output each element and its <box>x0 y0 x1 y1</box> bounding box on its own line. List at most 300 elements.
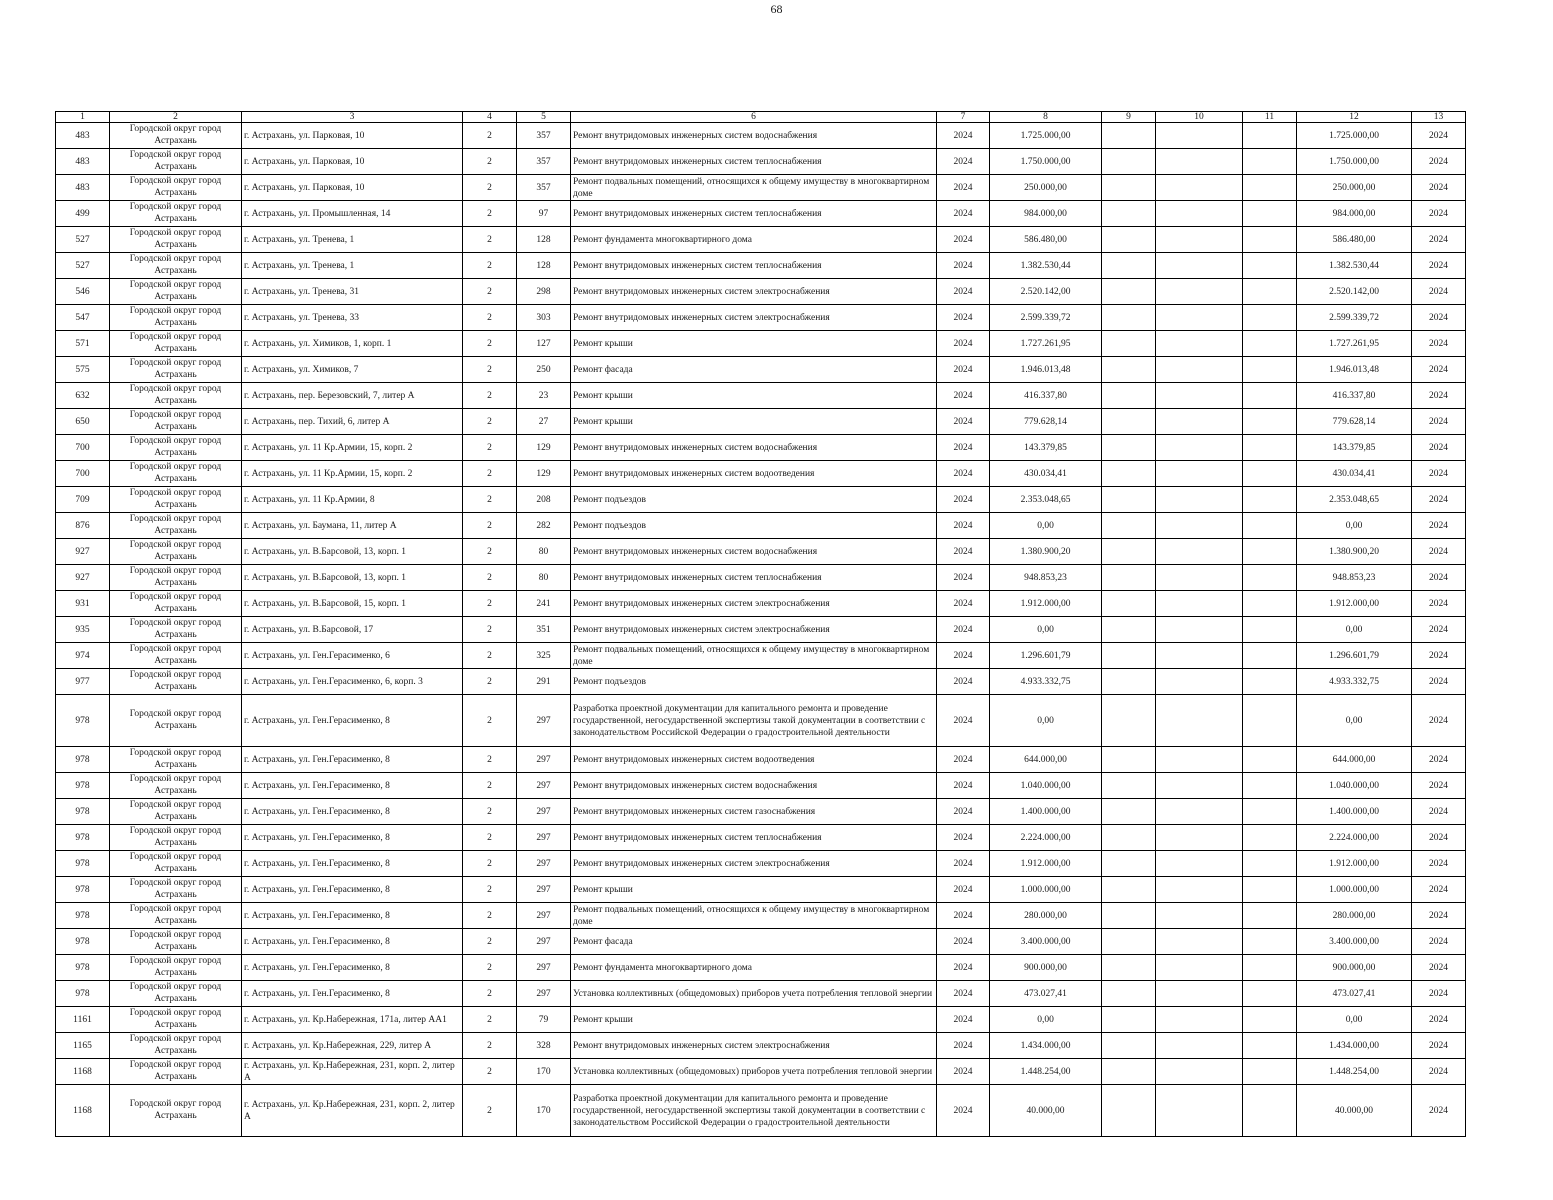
completion-year: 2024 <box>1412 175 1466 201</box>
year: 2024 <box>937 1059 990 1085</box>
col-4-value: 2 <box>463 851 517 877</box>
col-10-value <box>1156 825 1243 851</box>
col-11-value <box>1243 565 1297 591</box>
address: г. Астрахань, ул. Ген.Герасименко, 8 <box>242 929 463 955</box>
address: г. Астрахань, ул. Кр.Набережная, 171а, литер АА1 <box>242 1007 463 1033</box>
address: г. Астрахань, ул. Ген.Герасименко, 8 <box>242 981 463 1007</box>
col-5-value: 297 <box>517 851 571 877</box>
cost-amount: 984.000,00 <box>990 201 1102 227</box>
address: г. Астрахань, ул. Ген.Герасименко, 8 <box>242 903 463 929</box>
year: 2024 <box>937 1007 990 1033</box>
col-11-value <box>1243 305 1297 331</box>
year: 2024 <box>937 383 990 409</box>
cost-amount: 2.353.048,65 <box>990 487 1102 513</box>
col-11-value <box>1243 383 1297 409</box>
col-10-value <box>1156 1033 1243 1059</box>
municipality: Городской округ город Астрахань <box>110 773 242 799</box>
completion-year: 2024 <box>1412 617 1466 643</box>
col-11-value <box>1243 643 1297 669</box>
col-9-value <box>1102 955 1156 981</box>
column-header-8: 8 <box>990 112 1102 123</box>
cost-amount: 1.750.000,00 <box>990 149 1102 175</box>
col-9-value <box>1102 591 1156 617</box>
col-9-value <box>1102 669 1156 695</box>
col-11-value <box>1243 617 1297 643</box>
cost-amount: 1.000.000,00 <box>990 877 1102 903</box>
work-type: Ремонт внутридомовых инженерных систем водоотведения <box>571 461 937 487</box>
total-amount: 1.400.000,00 <box>1297 799 1412 825</box>
col-9-value <box>1102 383 1156 409</box>
col-11-value <box>1243 799 1297 825</box>
municipality: Городской округ город Астрахань <box>110 747 242 773</box>
total-amount: 1.912.000,00 <box>1297 591 1412 617</box>
col-4-value: 2 <box>463 487 517 513</box>
year: 2024 <box>937 305 990 331</box>
col-11-value <box>1243 669 1297 695</box>
year: 2024 <box>937 123 990 149</box>
row-number: 876 <box>56 513 110 539</box>
address: г. Астрахань, ул. Химиков, 7 <box>242 357 463 383</box>
col-5-value: 297 <box>517 929 571 955</box>
col-4-value: 2 <box>463 1059 517 1085</box>
address: г. Астрахань, ул. 11 Кр.Армии, 15, корп. 2 <box>242 435 463 461</box>
year: 2024 <box>937 487 990 513</box>
col-4-value: 2 <box>463 357 517 383</box>
work-type: Ремонт внутридомовых инженерных систем водоснабжения <box>571 435 937 461</box>
col-4-value: 2 <box>463 1085 517 1137</box>
col-11-value <box>1243 825 1297 851</box>
total-amount: 1.725.000,00 <box>1297 123 1412 149</box>
table-row <box>56 435 1466 461</box>
total-amount: 250.000,00 <box>1297 175 1412 201</box>
row-number: 1165 <box>56 1033 110 1059</box>
table-row <box>56 1059 1466 1085</box>
table-row <box>56 773 1466 799</box>
col-11-value <box>1243 227 1297 253</box>
address: г. Астрахань, ул. В.Барсовой, 13, корп. 1 <box>242 565 463 591</box>
year: 2024 <box>937 955 990 981</box>
work-type: Ремонт подвальных помещений, относящихся к общему имуществу в многоквартирном доме <box>571 175 937 201</box>
col-9-value <box>1102 877 1156 903</box>
col-5-value: 170 <box>517 1059 571 1085</box>
municipality: Городской округ город Астрахань <box>110 643 242 669</box>
work-type: Ремонт внутридомовых инженерных систем газоснабжения <box>571 799 937 825</box>
col-10-value <box>1156 123 1243 149</box>
municipality: Городской округ город Астрахань <box>110 149 242 175</box>
address: г. Астрахань, ул. Тренева, 1 <box>242 253 463 279</box>
row-number: 927 <box>56 539 110 565</box>
column-header-12: 12 <box>1297 112 1412 123</box>
col-10-value <box>1156 955 1243 981</box>
column-header-2: 2 <box>110 112 242 123</box>
row-number: 978 <box>56 851 110 877</box>
year: 2024 <box>937 409 990 435</box>
table-row <box>56 253 1466 279</box>
table-row <box>56 357 1466 383</box>
col-11-value <box>1243 461 1297 487</box>
table-row <box>56 383 1466 409</box>
municipality: Городской округ город Астрахань <box>110 461 242 487</box>
completion-year: 2024 <box>1412 591 1466 617</box>
cost-amount: 1.946.013,48 <box>990 357 1102 383</box>
col-4-value: 2 <box>463 279 517 305</box>
table-row <box>56 409 1466 435</box>
completion-year: 2024 <box>1412 565 1466 591</box>
col-5-value: 129 <box>517 461 571 487</box>
year: 2024 <box>937 435 990 461</box>
col-9-value <box>1102 617 1156 643</box>
row-number: 483 <box>56 175 110 201</box>
completion-year: 2024 <box>1412 955 1466 981</box>
completion-year: 2024 <box>1412 461 1466 487</box>
completion-year: 2024 <box>1412 435 1466 461</box>
work-type: Ремонт внутридомовых инженерных систем теплоснабжения <box>571 253 937 279</box>
row-number: 650 <box>56 409 110 435</box>
row-number: 978 <box>56 799 110 825</box>
col-4-value: 2 <box>463 149 517 175</box>
year: 2024 <box>937 773 990 799</box>
col-11-value <box>1243 253 1297 279</box>
work-type: Ремонт крыши <box>571 1007 937 1033</box>
work-type: Ремонт внутридомовых инженерных систем электроснабжения <box>571 305 937 331</box>
row-number: 974 <box>56 643 110 669</box>
row-number: 1161 <box>56 1007 110 1033</box>
col-4-value: 2 <box>463 669 517 695</box>
municipality: Городской округ город Астрахань <box>110 825 242 851</box>
row-number: 935 <box>56 617 110 643</box>
col-10-value <box>1156 461 1243 487</box>
col-4-value: 2 <box>463 617 517 643</box>
row-number: 978 <box>56 877 110 903</box>
col-11-value <box>1243 409 1297 435</box>
col-10-value <box>1156 201 1243 227</box>
cost-amount: 3.400.000,00 <box>990 929 1102 955</box>
col-5-value: 80 <box>517 539 571 565</box>
year: 2024 <box>937 669 990 695</box>
table-row <box>56 149 1466 175</box>
col-4-value: 2 <box>463 695 517 747</box>
col-5-value: 128 <box>517 227 571 253</box>
col-9-value <box>1102 279 1156 305</box>
row-number: 978 <box>56 903 110 929</box>
year: 2024 <box>937 799 990 825</box>
col-10-value <box>1156 981 1243 1007</box>
table-row <box>56 227 1466 253</box>
work-type: Разработка проектной документации для капитального ремонта и проведение государственной, негосударственной экспертизы такой документации в соответствии с законодательством Российской Федерации о градостроительной деятельности <box>571 695 937 747</box>
cost-amount: 1.296.601,79 <box>990 643 1102 669</box>
col-4-value: 2 <box>463 643 517 669</box>
total-amount: 1.727.261,95 <box>1297 331 1412 357</box>
table-row <box>56 539 1466 565</box>
total-amount: 948.853,23 <box>1297 565 1412 591</box>
col-10-value <box>1156 669 1243 695</box>
col-4-value: 2 <box>463 955 517 981</box>
year: 2024 <box>937 981 990 1007</box>
address: г. Астрахань, ул. Кр.Набережная, 231, корп. 2, литер А <box>242 1085 463 1137</box>
work-type: Ремонт фасада <box>571 929 937 955</box>
municipality: Городской округ город Астрахань <box>110 695 242 747</box>
col-4-value: 2 <box>463 929 517 955</box>
municipality: Городской округ город Астрахань <box>110 383 242 409</box>
column-header-5: 5 <box>517 112 571 123</box>
municipality: Городской округ город Астрахань <box>110 565 242 591</box>
col-9-value <box>1102 565 1156 591</box>
col-5-value: 170 <box>517 1085 571 1137</box>
total-amount: 2.353.048,65 <box>1297 487 1412 513</box>
table-row <box>56 331 1466 357</box>
col-9-value <box>1102 149 1156 175</box>
col-10-value <box>1156 773 1243 799</box>
col-9-value <box>1102 1033 1156 1059</box>
col-5-value: 208 <box>517 487 571 513</box>
cost-amount: 2.599.339,72 <box>990 305 1102 331</box>
col-10-value <box>1156 253 1243 279</box>
table-row <box>56 1033 1466 1059</box>
col-4-value: 2 <box>463 747 517 773</box>
cost-amount: 473.027,41 <box>990 981 1102 1007</box>
total-amount: 1.296.601,79 <box>1297 643 1412 669</box>
col-9-value <box>1102 435 1156 461</box>
work-type: Ремонт подвальных помещений, относящихся к общему имуществу в многоквартирном доме <box>571 643 937 669</box>
total-amount: 4.933.332,75 <box>1297 669 1412 695</box>
col-5-value: 291 <box>517 669 571 695</box>
col-10-value <box>1156 487 1243 513</box>
total-amount: 1.382.530,44 <box>1297 253 1412 279</box>
row-number: 571 <box>56 331 110 357</box>
completion-year: 2024 <box>1412 1007 1466 1033</box>
year: 2024 <box>937 461 990 487</box>
column-header-9: 9 <box>1102 112 1156 123</box>
col-11-value <box>1243 1085 1297 1137</box>
municipality: Городской округ город Астрахань <box>110 617 242 643</box>
cost-amount: 0,00 <box>990 1007 1102 1033</box>
col-5-value: 27 <box>517 409 571 435</box>
col-5-value: 298 <box>517 279 571 305</box>
col-10-value <box>1156 357 1243 383</box>
col-9-value <box>1102 175 1156 201</box>
municipality: Городской округ город Астрахань <box>110 539 242 565</box>
work-type: Ремонт внутридомовых инженерных систем теплоснабжения <box>571 149 937 175</box>
municipality: Городской округ город Астрахань <box>110 1085 242 1137</box>
address: г. Астрахань, ул. Тренева, 31 <box>242 279 463 305</box>
col-10-value <box>1156 1007 1243 1033</box>
table-row <box>56 201 1466 227</box>
work-type: Ремонт внутридомовых инженерных систем водоснабжения <box>571 539 937 565</box>
total-amount: 779.628,14 <box>1297 409 1412 435</box>
address: г. Астрахань, ул. Парковая, 10 <box>242 175 463 201</box>
table-row <box>56 851 1466 877</box>
col-4-value: 2 <box>463 1007 517 1033</box>
cost-amount: 1.725.000,00 <box>990 123 1102 149</box>
work-type: Ремонт внутридомовых инженерных систем теплоснабжения <box>571 825 937 851</box>
total-amount: 2.520.142,00 <box>1297 279 1412 305</box>
col-9-value <box>1102 643 1156 669</box>
total-amount: 143.379,85 <box>1297 435 1412 461</box>
address: г. Астрахань, ул. В.Барсовой, 17 <box>242 617 463 643</box>
col-11-value <box>1243 955 1297 981</box>
col-10-value <box>1156 1059 1243 1085</box>
column-header-7: 7 <box>937 112 990 123</box>
work-type: Ремонт подвальных помещений, относящихся к общему имуществу в многоквартирном доме <box>571 903 937 929</box>
completion-year: 2024 <box>1412 981 1466 1007</box>
col-4-value: 2 <box>463 383 517 409</box>
cost-amount: 2.520.142,00 <box>990 279 1102 305</box>
column-header-6: 6 <box>571 112 937 123</box>
completion-year: 2024 <box>1412 279 1466 305</box>
municipality: Городской округ город Астрахань <box>110 877 242 903</box>
total-amount: 984.000,00 <box>1297 201 1412 227</box>
address: г. Астрахань, пер. Тихий, 6, литер А <box>242 409 463 435</box>
col-10-value <box>1156 591 1243 617</box>
completion-year: 2024 <box>1412 1033 1466 1059</box>
col-10-value <box>1156 279 1243 305</box>
table-row <box>56 903 1466 929</box>
col-5-value: 297 <box>517 955 571 981</box>
col-5-value: 127 <box>517 331 571 357</box>
address: г. Астрахань, ул. Ген.Герасименко, 8 <box>242 877 463 903</box>
col-5-value: 250 <box>517 357 571 383</box>
col-5-value: 97 <box>517 201 571 227</box>
col-11-value <box>1243 981 1297 1007</box>
work-type: Разработка проектной документации для капитального ремонта и проведение государственной, негосударственной экспертизы такой документации в соответствии с законодательством Российской Федерации о градостроительной деятельности <box>571 1085 937 1137</box>
total-amount: 1.380.900,20 <box>1297 539 1412 565</box>
cost-amount: 1.382.530,44 <box>990 253 1102 279</box>
cost-amount: 40.000,00 <box>990 1085 1102 1137</box>
completion-year: 2024 <box>1412 227 1466 253</box>
col-5-value: 23 <box>517 383 571 409</box>
col-5-value: 328 <box>517 1033 571 1059</box>
col-5-value: 297 <box>517 747 571 773</box>
table-row <box>56 1085 1466 1137</box>
col-11-value <box>1243 903 1297 929</box>
address: г. Астрахань, ул. Кр.Набережная, 229, литер А <box>242 1033 463 1059</box>
total-amount: 1.040.000,00 <box>1297 773 1412 799</box>
col-4-value: 2 <box>463 123 517 149</box>
col-11-value <box>1243 929 1297 955</box>
work-type: Ремонт внутридомовых инженерных систем водоснабжения <box>571 773 937 799</box>
col-9-value <box>1102 253 1156 279</box>
work-type: Ремонт внутридомовых инженерных систем электроснабжения <box>571 1033 937 1059</box>
completion-year: 2024 <box>1412 253 1466 279</box>
col-4-value: 2 <box>463 331 517 357</box>
col-11-value <box>1243 201 1297 227</box>
col-10-value <box>1156 851 1243 877</box>
completion-year: 2024 <box>1412 409 1466 435</box>
address: г. Астрахань, ул. 11 Кр.Армии, 15, корп. 2 <box>242 461 463 487</box>
col-11-value <box>1243 1033 1297 1059</box>
completion-year: 2024 <box>1412 773 1466 799</box>
municipality: Городской округ город Астрахань <box>110 123 242 149</box>
year: 2024 <box>937 747 990 773</box>
col-5-value: 80 <box>517 565 571 591</box>
year: 2024 <box>937 877 990 903</box>
completion-year: 2024 <box>1412 877 1466 903</box>
table-row <box>56 487 1466 513</box>
col-10-value <box>1156 1085 1243 1137</box>
address: г. Астрахань, ул. Ген.Герасименко, 8 <box>242 825 463 851</box>
completion-year: 2024 <box>1412 305 1466 331</box>
cost-amount: 948.853,23 <box>990 565 1102 591</box>
year: 2024 <box>937 825 990 851</box>
address: г. Астрахань, ул. В.Барсовой, 13, корп. 1 <box>242 539 463 565</box>
col-10-value <box>1156 877 1243 903</box>
col-5-value: 357 <box>517 123 571 149</box>
total-amount: 2.224.000,00 <box>1297 825 1412 851</box>
municipality: Городской округ город Астрахань <box>110 487 242 513</box>
municipality: Городской округ город Астрахань <box>110 1007 242 1033</box>
col-5-value: 241 <box>517 591 571 617</box>
municipality: Городской округ город Астрахань <box>110 279 242 305</box>
col-9-value <box>1102 201 1156 227</box>
total-amount: 473.027,41 <box>1297 981 1412 1007</box>
total-amount: 900.000,00 <box>1297 955 1412 981</box>
col-4-value: 2 <box>463 799 517 825</box>
table-row <box>56 305 1466 331</box>
year: 2024 <box>937 253 990 279</box>
total-amount: 0,00 <box>1297 513 1412 539</box>
municipality: Городской округ город Астрахань <box>110 981 242 1007</box>
col-5-value: 297 <box>517 877 571 903</box>
row-number: 927 <box>56 565 110 591</box>
column-header-13: 13 <box>1412 112 1466 123</box>
col-10-value <box>1156 175 1243 201</box>
address: г. Астрахань, пер. Березовский, 7, литер А <box>242 383 463 409</box>
table-row <box>56 695 1466 747</box>
address: г. Астрахань, ул. Ген.Герасименко, 8 <box>242 773 463 799</box>
address: г. Астрахань, ул. Парковая, 10 <box>242 149 463 175</box>
completion-year: 2024 <box>1412 513 1466 539</box>
col-5-value: 297 <box>517 773 571 799</box>
work-type: Ремонт подъездов <box>571 513 937 539</box>
address: г. Астрахань, ул. Ген.Герасименко, 8 <box>242 747 463 773</box>
row-number: 978 <box>56 773 110 799</box>
row-number: 978 <box>56 695 110 747</box>
col-5-value: 297 <box>517 825 571 851</box>
col-9-value <box>1102 1059 1156 1085</box>
year: 2024 <box>937 513 990 539</box>
col-11-value <box>1243 279 1297 305</box>
col-11-value <box>1243 1059 1297 1085</box>
completion-year: 2024 <box>1412 851 1466 877</box>
col-5-value: 303 <box>517 305 571 331</box>
col-9-value <box>1102 695 1156 747</box>
col-4-value: 2 <box>463 253 517 279</box>
municipality: Городской округ город Астрахань <box>110 929 242 955</box>
cost-amount: 2.224.000,00 <box>990 825 1102 851</box>
cost-amount: 0,00 <box>990 513 1102 539</box>
col-5-value: 297 <box>517 981 571 1007</box>
col-11-value <box>1243 877 1297 903</box>
total-amount: 1.000.000,00 <box>1297 877 1412 903</box>
cost-amount: 430.034,41 <box>990 461 1102 487</box>
work-type: Ремонт крыши <box>571 383 937 409</box>
column-number-header <box>56 112 1466 123</box>
col-5-value: 129 <box>517 435 571 461</box>
cost-amount: 1.040.000,00 <box>990 773 1102 799</box>
col-9-value <box>1102 409 1156 435</box>
municipality: Городской округ город Астрахань <box>110 799 242 825</box>
completion-year: 2024 <box>1412 695 1466 747</box>
total-amount: 1.434.000,00 <box>1297 1033 1412 1059</box>
cost-amount: 250.000,00 <box>990 175 1102 201</box>
total-amount: 40.000,00 <box>1297 1085 1412 1137</box>
col-10-value <box>1156 409 1243 435</box>
year: 2024 <box>937 279 990 305</box>
col-9-value <box>1102 825 1156 851</box>
col-9-value <box>1102 981 1156 1007</box>
address: г. Астрахань, ул. Ген.Герасименко, 8 <box>242 851 463 877</box>
completion-year: 2024 <box>1412 825 1466 851</box>
